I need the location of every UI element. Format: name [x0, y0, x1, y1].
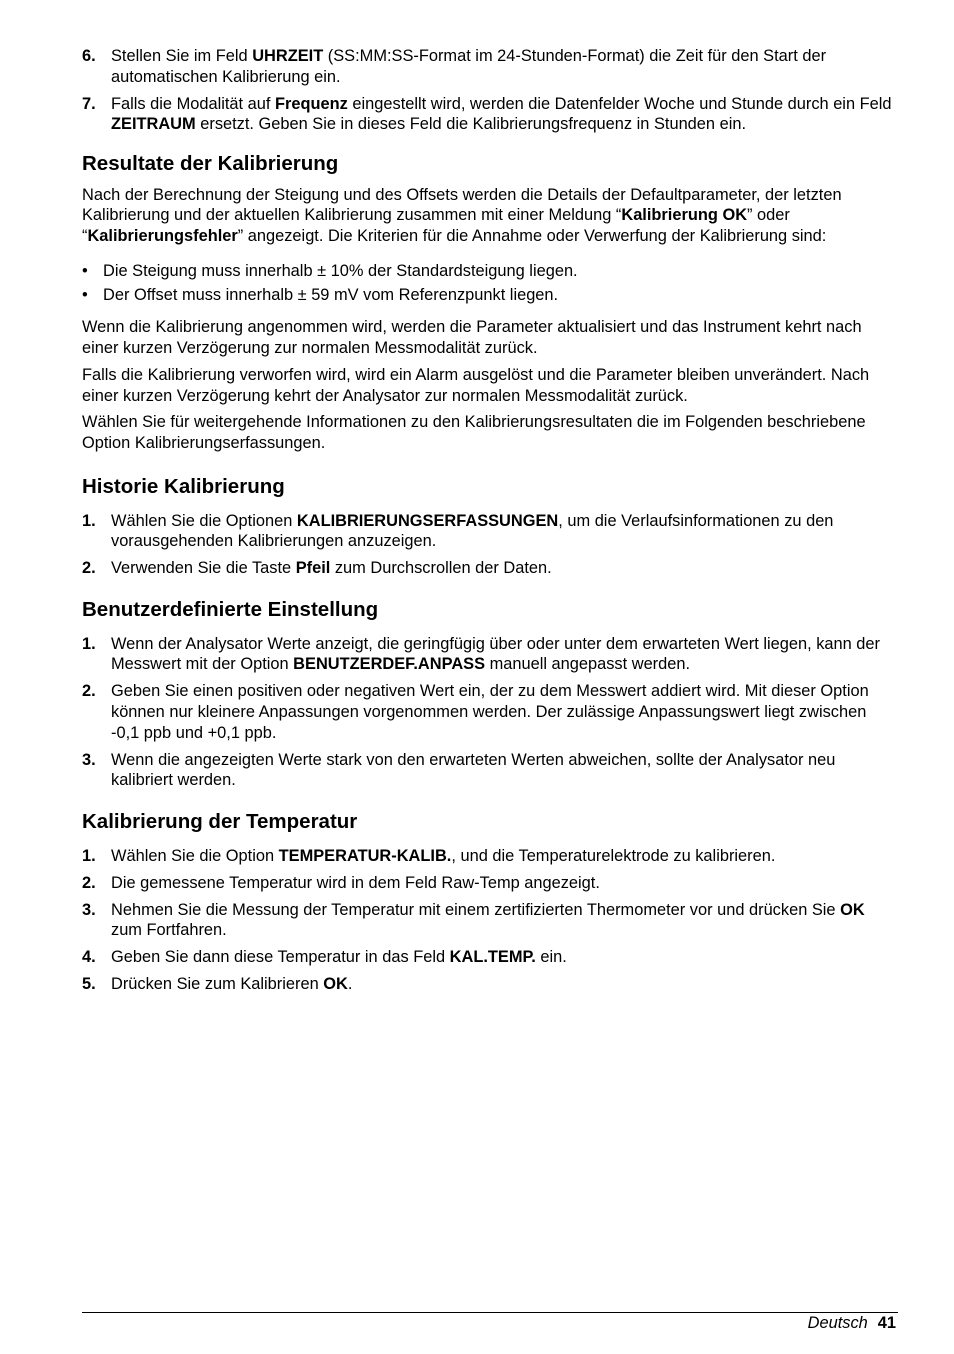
step-number: 2. [82, 682, 96, 701]
list-item [82, 261, 898, 282]
list-item [82, 873, 898, 894]
benutzerdefiniert-steps [82, 634, 898, 791]
step-number: 1. [82, 511, 96, 530]
footer-language: Deutsch [807, 1314, 868, 1332]
step-number: 7. [82, 94, 96, 113]
step-number: 1. [82, 634, 96, 653]
step-text: Falls die Modalität auf Frequenz eingestellt wird, werden die Datenfelder Woche und Stunde durch ein Feld ZEITRAUM ersetzt. Geben Sie in dieses Feld die Kalibrierungsfrequenz in Stunden ein. [111, 94, 892, 134]
list-item [82, 634, 898, 675]
step-text: Geben Sie einen positiven oder negativen Wert ein, der zu dem Messwert addiert wird. Mit dieser Option können nur kleinere Anpassungen vorgenommen werden. Der zulässige Anpassungswert liegt zwischen -0,1 ppb und +0,1 ppb. [111, 682, 869, 742]
step-number: 3. [82, 750, 96, 769]
step-text: Die gemessene Temperatur wird in dem Feld Raw-Temp angezeigt. [111, 873, 600, 892]
step-text: Geben Sie dann diese Temperatur in das Feld KAL.TEMP. ein. [111, 948, 567, 967]
bullet-text: Der Offset muss innerhalb ± 59 mV vom Referenzpunkt liegen. [103, 285, 559, 304]
heading-resultate: Resultate der Kalibrierung [82, 151, 339, 175]
page-number: 41 [877, 1314, 896, 1332]
footer-divider [82, 1312, 898, 1313]
list-item [82, 846, 898, 867]
step-number: 3. [82, 900, 96, 919]
heading-historie: Historie Kalibrierung [82, 474, 285, 498]
intro-steps [82, 46, 898, 135]
page-content [82, 46, 898, 1001]
step-number: 6. [82, 47, 96, 65]
list-item [82, 750, 898, 791]
list-item [82, 900, 898, 941]
step-text: Wählen Sie die Optionen KALIBRIERUNGSERFASSUNGEN, um die Verlaufsinformationen zu den vorausgehenden Kalibrierungen anzuzeigen. [111, 511, 834, 551]
list-item [82, 558, 898, 579]
step-text: Wenn der Analysator Werte anzeigt, die geringfügig über oder unter dem erwarteten Wert liegen, kann der Messwert mit der Option BENUTZERDEF.ANPASS manuell angepasst werden. [111, 634, 880, 674]
step-text: Nehmen Sie die Messung der Temperatur mit einem zertifizierten Thermometer vor und drücken Sie OK zum Fortfahren. [111, 900, 865, 940]
paragraph-resultate-1: Nach der Berechnung der Steigung und des Offsets werden die Details der Defaultparameter, der letzten Kalibrierung und der aktuellen Kalibrierung zusammen mit einer Meldung “Kalibrierung OK” oder “Kalibrierungsfehler” angezeigt. Die Kriterien für die Annahme oder Verwerfung der Kalibrierung sind: [82, 185, 842, 245]
step-number: 4. [82, 948, 96, 967]
step-text: Drücken Sie zum Kalibrieren OK. [111, 975, 353, 994]
step-text: Verwenden Sie die Taste Pfeil zum Durchscrollen der Daten. [111, 559, 552, 578]
step-number: 2. [82, 873, 96, 892]
bullet-icon: • [82, 261, 88, 280]
paragraph-resultate-2: Wenn die Kalibrierung angenommen wird, werden die Parameter aktualisiert und das Instrument kehrt nach einer kurzen Verzögerung zur normalen Messmodalität zurück. [82, 318, 862, 357]
list-item [82, 285, 898, 306]
step-text: Wählen Sie die Option TEMPERATUR-KALIB., und die Temperaturelektrode zu kalibrieren. [111, 846, 776, 865]
step-text: Wenn die angezeigten Werte stark von den erwarteten Werten abweichen, sollte der Analysator neu kalibriert werden. [111, 750, 836, 790]
list-item [82, 46, 898, 87]
page-footer [808, 1313, 896, 1333]
list-item [82, 94, 898, 135]
list-item [82, 974, 898, 995]
step-number: 2. [82, 559, 96, 578]
list-item [82, 511, 898, 552]
criteria-list [82, 261, 898, 306]
bullet-icon: • [82, 285, 88, 304]
step-number: 5. [82, 975, 96, 994]
step-number: 1. [82, 846, 96, 865]
paragraph-resultate-4: Wählen Sie für weitergehende Informationen zu den Kalibrierungsresultaten die im Folgenden beschriebene Option Kalibrierungserfassungen. [82, 413, 866, 453]
bullet-text: Die Steigung muss innerhalb ± 10% der Standardsteigung liegen. [103, 261, 578, 280]
historie-steps [82, 511, 898, 579]
list-item [82, 681, 898, 743]
list-item [82, 947, 898, 968]
heading-temperatur: Kalibrierung der Temperatur [82, 809, 358, 833]
temperatur-steps [82, 846, 898, 995]
heading-benutzerdefiniert: Benutzerdefinierte Einstellung [82, 597, 379, 621]
step-text: Stellen Sie im Feld UHRZEIT (SS:MM:SS-Format im 24-Stunden-Format) die Zeit für den Start der automatischen Kalibrierung ein. [111, 47, 827, 86]
paragraph-resultate-3: Falls die Kalibrierung verworfen wird, wird ein Alarm ausgelöst und die Parameter bleiben unverändert. Nach einer kurzen Verzögerung kehrt der Analysator zur normalen Messmodalität zurück. [82, 365, 870, 405]
